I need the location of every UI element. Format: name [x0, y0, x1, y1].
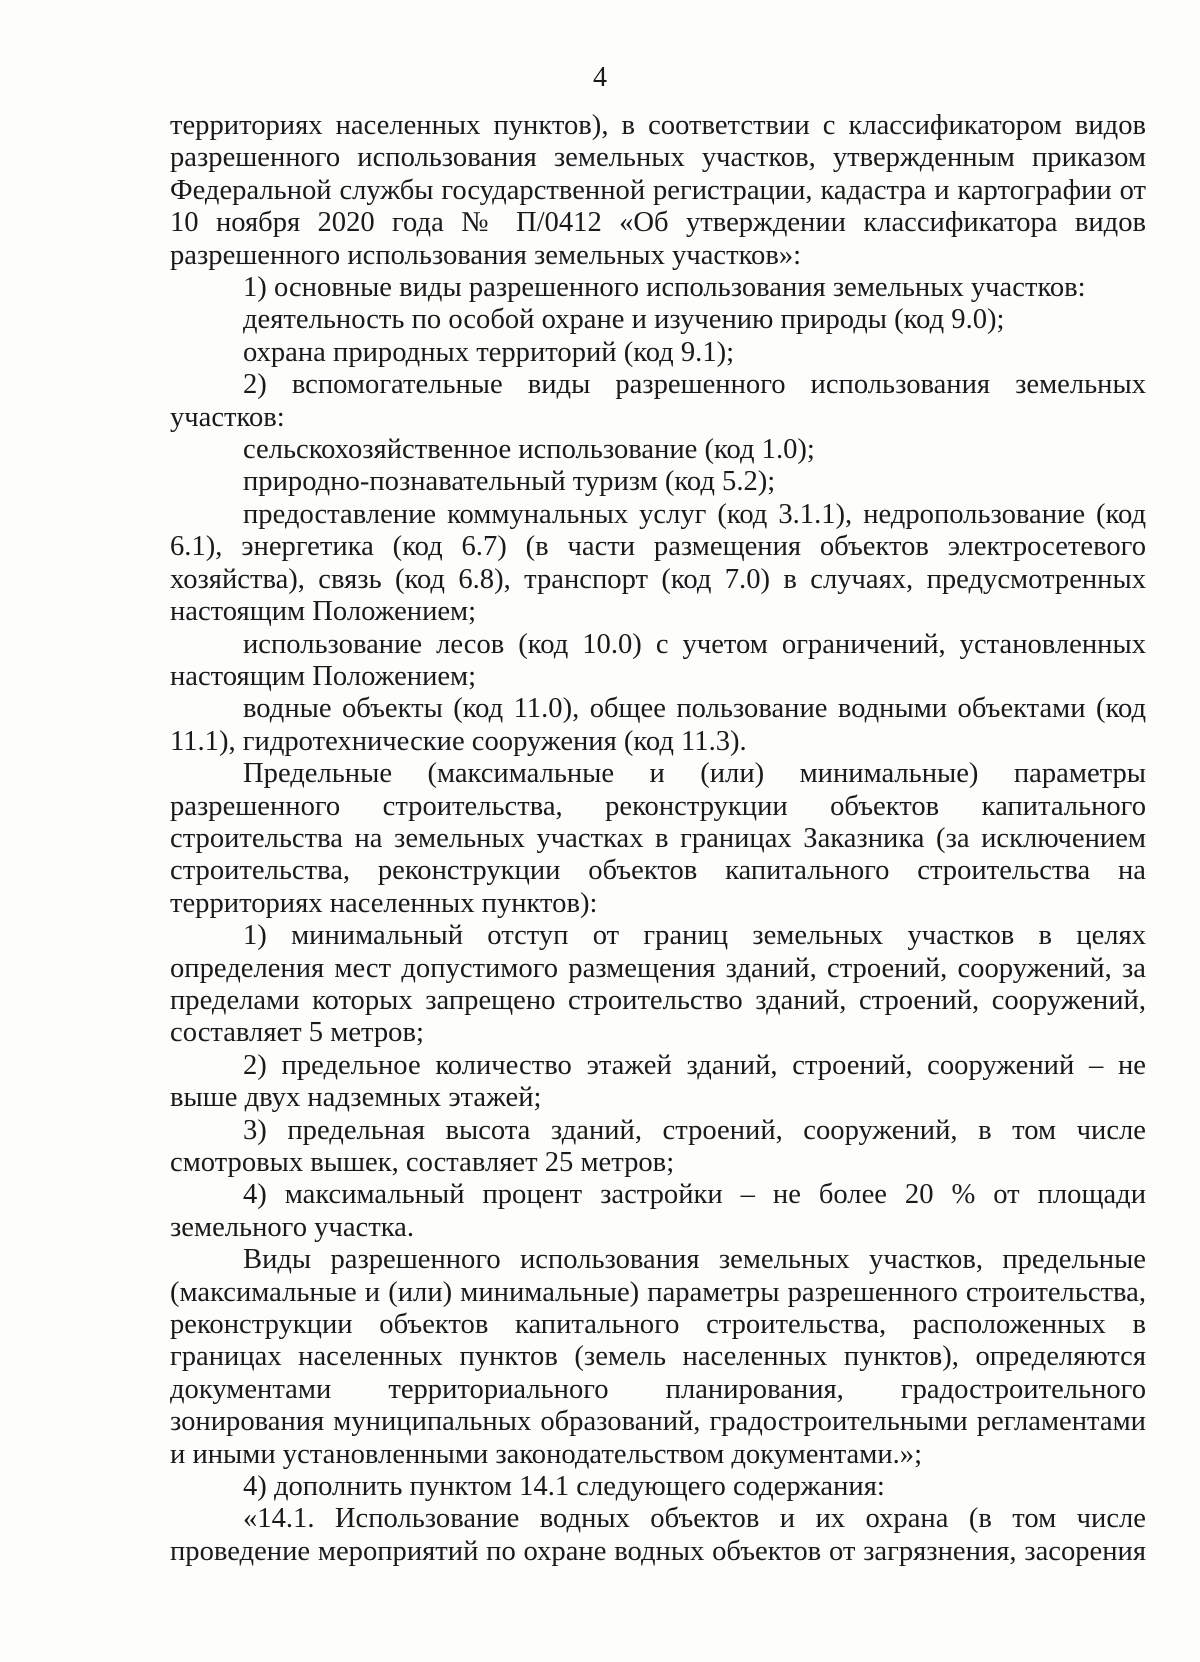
page-number: 4: [593, 62, 607, 93]
document-body: [170, 110, 1146, 1568]
paragraph: 4) дополнить пунктом 14.1 следующего содержания:: [243, 1471, 885, 1503]
paragraph: Виды разрешенного использования земельных участков, предельные (максимальные и (или) минимальные) параметры разрешенного строительства, реконструкции объектов капитального строительства, расположенных в границах населенных пунктов (земель населенных пунктов), определяются документами территориального планирования, градостроительного зонирования муниципальных образований, градостроительными регламентами и иными установленными законодательством документами.»;: [170, 1244, 1146, 1470]
paragraph: 4) максимальный процент застройки – не более 20 % от площади земельного участка.: [170, 1179, 1146, 1243]
paragraph: 1) основные виды разрешенного использования земельных участков:: [243, 272, 1086, 304]
paragraph: деятельность по особой охране и изучению природы (код 9.0);: [243, 304, 1005, 336]
paragraph: природно-познавательный туризм (код 5.2);: [243, 466, 776, 498]
paragraph: 3) предельная высота зданий, строений, сооружений, в том числе смотровых вышек, составляет 25 метров;: [170, 1114, 1146, 1178]
paragraph: использование лесов (код 10.0) с учетом ограничений, установленных настоящим Положением;: [170, 628, 1146, 692]
paragraph: водные объекты (код 11.0), общее пользование водными объектами (код 11.1), гидротехнические сооружения (код 11.3).: [170, 693, 1146, 757]
paragraph: Предельные (максимальные и (или) минимальные) параметры разрешенного строительства, реконструкции объектов капитального строительства на земельных участках в границах Заказника (за исключением строительства, реконструкции объектов капитального строительства на территориях населенных пунктов):: [170, 758, 1146, 919]
paragraph: территориях населенных пунктов), в соответствии с классификатором видов разрешенного использования земельных участков, утвержденным приказом Федеральной службы государственной регистрации, кадастра и картографии от 10 ноября 2020 года № П/0412 «Об утверждении классификатора видов разрешенного использования земельных участков»:: [170, 110, 1146, 271]
paragraph: охрана природных территорий (код 9.1);: [243, 336, 735, 368]
paragraph: предоставление коммунальных услуг (код 3.1.1), недропользование (код 6.1), энергетика (код 6.7) (в части размещения объектов электросетевого хозяйства), связь (код 6.8), транспорт (код 7.0) в случаях, предусмотренных настоящим Положением;: [170, 498, 1146, 628]
paragraph: 2) предельное количество этажей зданий, строений, сооружений – не выше двух надземных этажей;: [170, 1049, 1146, 1114]
paragraph: 2) вспомогательные виды разрешенного использования земельных участков:: [170, 369, 1146, 433]
paragraph: «14.1. Использование водных объектов и их охрана (в том числе проведение мероприятий по охране водных объектов от загрязнения, засорения: [170, 1503, 1146, 1567]
paragraph: сельскохозяйственное использование (код 1.0);: [243, 434, 815, 466]
paragraph: 1) минимальный отступ от границ земельных участков в целях определения мест допустимого размещения зданий, строений, сооружений, за пределами которых запрещено строительство зданий, строений, сооружений, составляет 5 метров;: [170, 920, 1146, 1049]
